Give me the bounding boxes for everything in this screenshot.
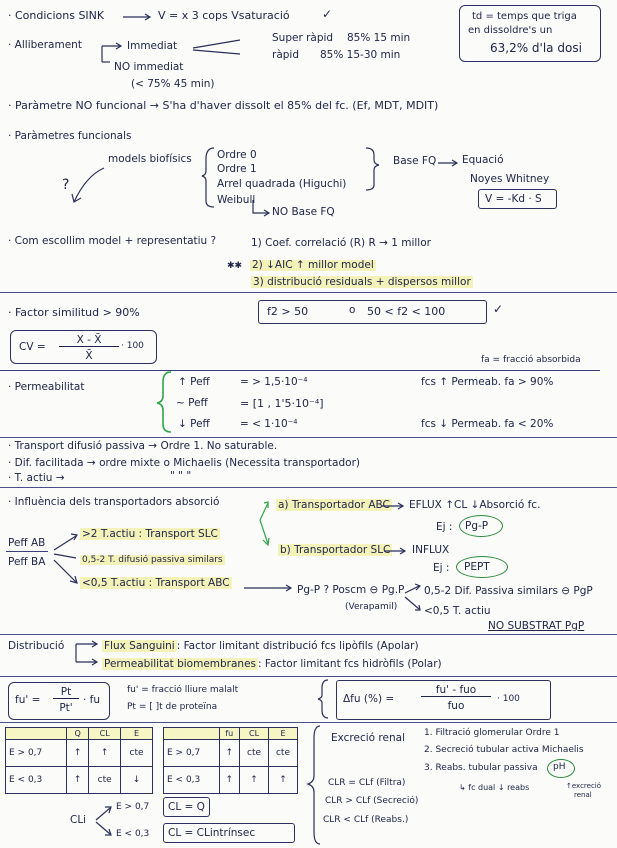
parametre-no-funcional: · Paràmetre NO funcional → S'ha d'haver dissolt el 85% del fc. (Ef, MDT, MDIT) (8, 99, 439, 112)
transport-passiu: · Transport difusió passiva → Ordre 1. No saturable. (8, 440, 278, 452)
table-row (6, 728, 153, 740)
fu-note-2: Pt = [ ]t de proteïna (127, 702, 218, 712)
cli-label: CLi (70, 814, 87, 826)
peff-high: ↑ Peff (178, 376, 210, 388)
table-row (164, 728, 298, 740)
table-cell (6, 728, 67, 740)
flux-sanguini-text: Flux Sanguini (104, 640, 175, 652)
section-divider (0, 437, 617, 438)
fu-mult: · fu (83, 694, 101, 706)
alliberament-label: · Alliberament (8, 39, 82, 51)
cl-q: CL = Q (168, 801, 205, 813)
fu-fraction (53, 686, 79, 714)
td-line-1: td = temps que triga (472, 11, 577, 22)
fa-note: fa = fracció absorbida (481, 355, 581, 365)
table-cell: E (269, 728, 298, 740)
arrow-icon (123, 14, 153, 20)
peff-low: ↓ Peff (178, 418, 210, 430)
peff-high-note: fcs ↑ Permeab. fa > 90% (421, 376, 554, 388)
criterion-3-text: 3) distribució residuals + dispersos millor (253, 276, 471, 288)
transportador-slc-text: b) Transportador SLC (280, 544, 391, 556)
curved-arrow (70, 166, 110, 206)
excrecio-note-2: renal (574, 791, 592, 799)
fu-note-1: fu' = fracció lliure malalt (127, 685, 239, 695)
pgp-outcome-3: NO SUBSTRAT PgP (488, 620, 585, 632)
cv-label: CV = (19, 341, 46, 353)
permeabilitat-label: · Permeabilitat (8, 381, 85, 393)
permeabilitat-biomembranes (102, 659, 442, 670)
peff-mid: ~ Peff (176, 397, 208, 409)
table-cell: ↑ (219, 740, 240, 767)
delta-fu-fraction (421, 684, 491, 712)
cli-e-low: E < 0,3 (116, 829, 150, 839)
fu-table (163, 727, 298, 794)
td-line-3: 63,2% d'la dosi (490, 41, 582, 55)
table-row (6, 767, 153, 794)
transportador-abc-text: a) Transportador ABC (278, 499, 390, 511)
abc-example-label: Ej : (436, 521, 453, 533)
criterion-1: 1) Coef. correlació (R) R → 1 millor (251, 237, 431, 249)
model-weibull: Weibull (217, 194, 256, 206)
criterion-3 (251, 277, 473, 288)
ratio-mid-text: 0,5-2 T. difusió passiva similars (82, 555, 223, 565)
clr-filtra: CLR = CLf (Filtra) (328, 778, 406, 788)
cl-int-box (163, 823, 295, 843)
renal-title: Excreció renal (331, 732, 405, 744)
renal-item-3: 3. Reabs. tubular passiva (424, 763, 538, 773)
no-base-fq-label: NO Base FQ (272, 206, 335, 218)
transport-actiu: · T. actiu → (8, 472, 65, 484)
table-cell: fu (219, 728, 240, 740)
v-formula: V = x 3 cops Vsaturació (158, 9, 290, 22)
section-divider (0, 292, 617, 293)
branch-arrows (254, 500, 274, 550)
clr-reabs: CLR < CLf (Reabs.) (323, 815, 409, 825)
ditto-marks: " " " (170, 470, 192, 482)
pgp-branches (403, 583, 425, 615)
ratio-mid (80, 556, 225, 565)
ratio-lt-05 (80, 578, 232, 589)
base-fq-label: Base FQ (393, 155, 437, 167)
no-immediat-value: (< 75% 45 min) (131, 78, 215, 90)
check-icon: ✓ (493, 302, 504, 316)
fu-numerator: Pt (53, 686, 79, 699)
arrow-icon (244, 585, 294, 591)
slc-example-label: Ej : (433, 562, 450, 574)
section-divider (0, 676, 617, 677)
table-cell: E < 0,3 (6, 767, 67, 794)
section-divider (0, 487, 617, 488)
branch-lines (70, 640, 102, 670)
slc-example: PEPT (464, 561, 490, 573)
table-cell: E < 0,3 (164, 767, 220, 794)
transportadors-title: · Influència dels transportadors absorció (8, 496, 220, 508)
flux-sanguini-note: : Factor limitant distribució fcs lipòfils (Apolar) (176, 640, 419, 652)
sink-header: · Condicions SINK (8, 9, 105, 22)
curly-brace (155, 370, 175, 435)
table-cell (164, 728, 220, 740)
models-biofisics-label: models biofísics (108, 153, 192, 165)
excrecio-note-1: ↑excreció (566, 782, 602, 790)
table-cell: cte (240, 740, 269, 767)
delta-fu-numerator: fu' - fuo (421, 684, 491, 697)
delta-fu-box (336, 680, 551, 720)
transportador-abc (276, 500, 392, 511)
table-row (164, 740, 298, 767)
table-cell: CL (240, 728, 269, 740)
criterion-2: 2) ↓AIC ↑ millor model (252, 259, 374, 271)
cv-numerator: X - X̄ (59, 334, 119, 347)
abc-example: Pg-P (465, 520, 489, 532)
cli-branches (94, 804, 118, 840)
fu-lhs: fu' = (15, 694, 41, 706)
check-icon: ✓ (322, 7, 333, 21)
section-divider (0, 722, 617, 723)
cv-fraction (59, 334, 119, 362)
ratio-gt-2-text: >2 T.actiu : Transport SLC (82, 528, 218, 540)
pgp-question: Pg-P ? Poscm ⊖ Pg.P (297, 584, 405, 596)
cl-int: CL = CLintrínsec (168, 827, 256, 839)
table-cell: CL (89, 728, 121, 740)
f2-min: f2 > 50 (267, 305, 309, 318)
star-icon: ✱✱ (227, 261, 243, 271)
table-cell: ↑ (89, 740, 121, 767)
table-cell: E (121, 728, 153, 740)
immediat-label: Immediat (127, 40, 178, 52)
peff-ba-label: Peff BA (8, 556, 46, 568)
equacio-label: Equació (462, 154, 504, 166)
arrow-icon (384, 548, 408, 554)
model-selection-question: · Com escollim model + representatiu ? (8, 235, 217, 247)
td-line-2: en dissoldre's un (468, 25, 553, 36)
section-divider (0, 634, 617, 635)
delta-fu-lhs: Δfu (%) = (343, 693, 395, 705)
super-rapid-label: Super ràpid (272, 32, 334, 44)
no-immediat-label: NO immediat (114, 61, 184, 73)
cli-e-high: E > 0,7 (116, 802, 150, 812)
transportador-slc (278, 545, 392, 556)
fc-note: ↳ fc dual ↓ reabs (459, 783, 530, 792)
noyes-formula: V = -Kd · S (485, 193, 542, 205)
delta-fu-denominator: fuo (447, 700, 465, 712)
table-cell: ↓ (121, 767, 153, 794)
peff-mid-value: = [1 , 1'5·10⁻⁴] (240, 397, 324, 410)
table-cell: ↑ (240, 767, 269, 794)
curly-brace (316, 678, 330, 720)
q-table (5, 727, 153, 794)
factor-similitud-label: · Factor similitud > 90% (8, 306, 140, 319)
table-row (164, 767, 298, 794)
peff-high-value: = > 1,5·10⁻⁴ (240, 376, 308, 388)
fu-denominator: Pt' (59, 702, 73, 714)
noyes-whitney-label: Noyes Whitney (470, 173, 550, 185)
cv-times: · 100 (121, 341, 144, 351)
pgp-outcome-1: 0,5-2 Dif. Passiva similars ⊖ PgP (424, 585, 593, 597)
permeabilitat-biomembranes-text: Permeabilitat biomembranes (104, 658, 257, 670)
table-cell: Q (67, 728, 89, 740)
fraction-line (6, 551, 48, 552)
f2-box (258, 300, 487, 324)
table-cell: ↑ (269, 767, 298, 794)
underline (0, 370, 600, 371)
model-higuchi: Arrel quadrada (Higuchi) (217, 178, 347, 190)
td-definition-box (459, 5, 601, 62)
table-row (6, 740, 153, 767)
peff-low-value: = < 1·10⁻⁴ (240, 418, 298, 430)
rapid-value: 85% 15-30 min (320, 49, 401, 61)
clr-secrecio: CLR > CLf (Secreció) (325, 796, 419, 806)
table-cell: cte (269, 740, 298, 767)
super-rapid-value: 85% 15 min (347, 32, 411, 44)
f2-range: 50 < f2 < 100 (367, 305, 446, 318)
ratio-gt-2 (80, 529, 220, 540)
bullet: o (349, 304, 356, 316)
cv-denominator: X̄ (85, 350, 93, 362)
parametres-funcionals-label: · Paràmetres funcionals (8, 130, 132, 142)
question-mark: ? (62, 177, 70, 193)
model-ordre-0: Ordre 0 (217, 149, 257, 161)
ph-label: pH (553, 762, 566, 772)
model-ordre-1: Ordre 1 (217, 163, 257, 175)
pgp-outcome-2: <0,5 T. actiu (424, 605, 491, 617)
fu-formula-box (8, 682, 110, 720)
delta-fu-mult: · 100 (497, 694, 520, 704)
peff-low-note: fcs ↓ Permeab. fa < 20% (421, 418, 554, 430)
arrow-icon (382, 503, 406, 509)
table-cell: ↑ (67, 767, 89, 794)
flux-sanguini (102, 641, 419, 652)
rapid-label: ràpid (272, 49, 299, 61)
difusio-facilitada: · Dif. facilitada → ordre mixte o Michaelis (Necessita transportador) (8, 457, 360, 469)
slc-result: INFLUX (412, 544, 450, 556)
table-cell: E > 0,7 (164, 740, 220, 767)
curly-brace (306, 724, 322, 846)
table-cell: cte (89, 767, 121, 794)
ratio-lt-05-text: <0,5 T.actiu : Transport ABC (82, 577, 230, 589)
table-cell: ↑ (67, 740, 89, 767)
distribucio-label: Distribució (8, 640, 65, 652)
renal-item-2: 2. Secreció tubular activa Michaelis (424, 745, 584, 755)
verapamil-label: (Verapamil) (345, 602, 398, 612)
peff-ab-label: Peff AB (8, 537, 46, 549)
table-cell: E > 0,7 (6, 740, 67, 767)
table-cell: ↑ (219, 767, 240, 794)
noyes-formula-box (478, 189, 557, 209)
table-cell: cte (121, 740, 153, 767)
permeabilitat-biomembranes-note: : Factor limitant fcs hidròfils (Polar) (258, 658, 442, 670)
abc-result: EFLUX ↑CL ↓Absorció fc. (409, 499, 541, 511)
cl-q-box (163, 797, 210, 817)
arrow-icon (438, 160, 460, 166)
ratio-branches (50, 528, 82, 590)
renal-item-1: 1. Filtració glomerular Ordre 1 (424, 728, 560, 738)
cv-box (10, 330, 157, 364)
